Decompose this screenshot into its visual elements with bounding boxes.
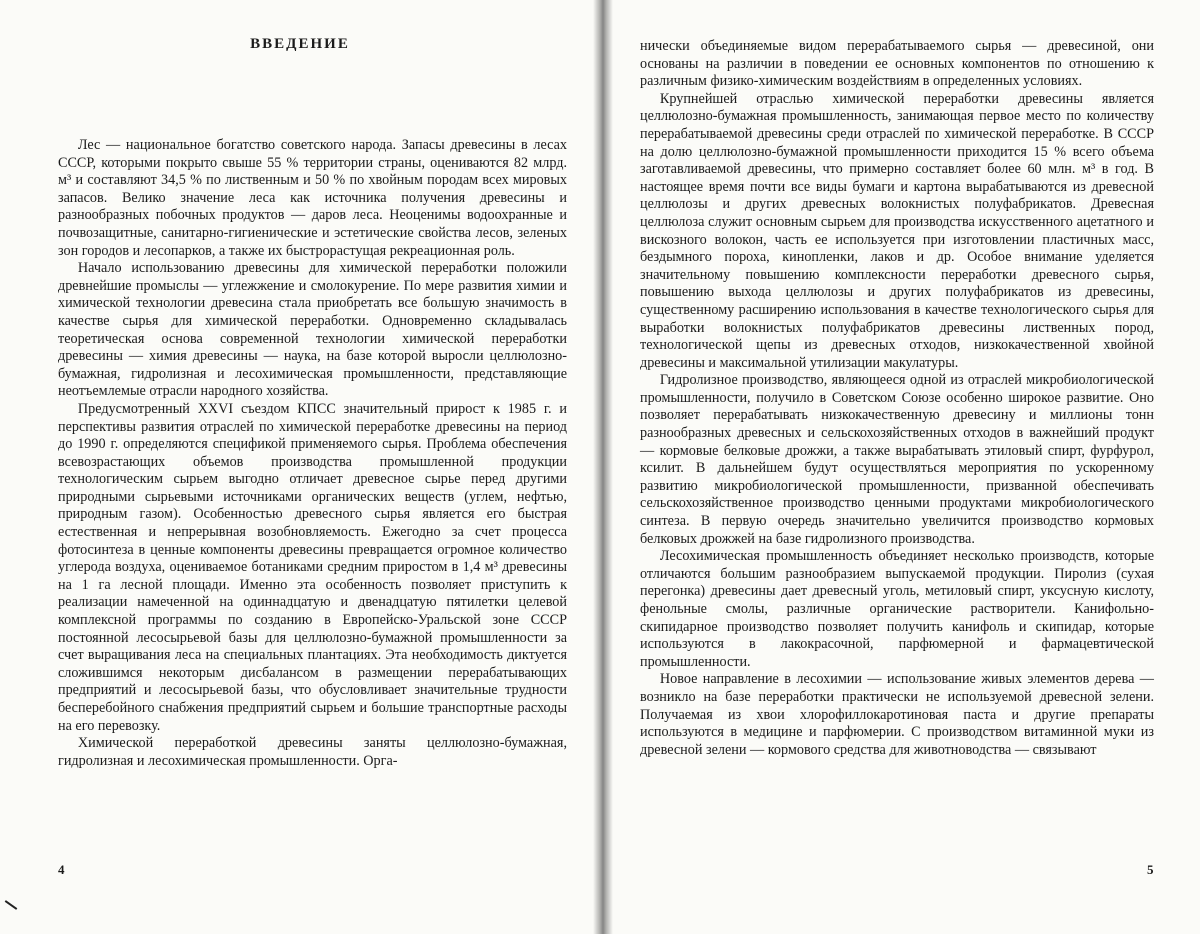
left-page-text [58, 137, 567, 770]
chapter-heading: ВВЕДЕНИЕ [250, 36, 350, 52]
paragraph: Предусмотренный XXVI съездом КПСС значительный прирост к 1985 г. и перспективы развития отраслей по химической переработке древесины на период до 1990 г. определяются спецификой применяемого сырья. Проблема обеспечения всевозрастающих объемов производства промышленной продукции технологическим сырьем выгодно отличает древесное сырье перед другими природными сырьевыми источниками органических веществ (углем, нефтью, природным газом). Особенностью древесного сырья является его быстрая естественная и непрерывная возобновляемость. Ежегодно за счет процесса фотосинтеза в ценные компоненты древесины превращается огромное количество углерода воздуха, оцениваемое ботаниками средним приростом в 1,4 м³ древесины на 1 га лесной площади. Именно эта особенность позволяет приступить к реализации намеченной на одиннадцатую и двенадцатую пятилетки целевой комплексной программы по созданию в Европейско-Уральской зоне СССР постоянной лесосырьевой базы для целлюлозно-бумажной промышленности за счет выращивания леса на специальных плантациях. Эта необходимость диктуется сложившимся некоторым дисбалансом в размещении перерабатывающих предприятий и лесосырьевой базы, что обусловливает значительные трудности бесперебойного снабжения предприятий сырьем и большие транспортные расходы на его перевозку. [58, 400, 567, 734]
right-page-text [640, 38, 1154, 759]
paragraph: Гидролизное производство, являющееся одной из отраслей микробиологической промышленности, получило в Советском Союзе особенно широкое развитие. Оно позволяет перерабатывать низкокачественную древесину и миллионы тонн разнообразных древесных и сельскохозяйственных отходов в важнейший продукт — кормовые белковые дрожжи, а также вырабатывать этиловый спирт, фурфурол, ксилит. В дальнейшем будут осуществляться мероприятия по ускоренному развитию микробиологической промышленности, призванной обеспечивать сельскохозяйственное производство ценными продуктами микробиологического синтеза. В первую очередь значительно увеличится производство кормовых белковых дрожжей на базе гидролизного производства. [640, 372, 1154, 547]
paragraph: Химической переработкой древесины заняты целлюлозно-бумажная, гидролизная и лесохимическая промышленности. Орга- [58, 735, 567, 769]
paragraph: Лесохимическая промышленность объединяет несколько производств, которые отличаются большим разнообразием выпускаемой продукции. Пиролиз (сухая перегонка) древесины дает древесный уголь, метиловый спирт, уксусную кислоту, фенольные смолы, различные органические растворители. Канифольно-скипидарное производство позволяет получить канифоль и скипидар, которые используются в лакокрасочной, парфюмерной и фармацевтической промышленности. [640, 548, 1154, 670]
paragraph: Лес — национальное богатство советского народа. Запасы древесины в лесах СССР, которыми покрыто свыше 55 % территории страны, оцениваются 82 млрд. м³ и составляют 34,5 % по лиственным и 50 % по хвойным породам всех мировых запасов. Велико значение леса как источника получения древесины и разнообразных побочных продуктов — даров леса. Неоценимы водоохранные и почвозащитные, санитарно-гигиенические и эстетические свойства лесов, зеленых зон городов и лесопарков, а также их быстрорастущая рекреационная роль. [58, 137, 567, 259]
right-page [600, 0, 1200, 934]
page-number: 5 [1147, 862, 1154, 877]
paragraph-continuation: нически объединяемые видом перерабатываемого сырья — древесиной, они основаны на различии в поведении ее основных компонентов по отношению к различным физико-химическим воздействиям в определенных условиях. [640, 38, 1154, 90]
paragraph: Крупнейшей отраслью химической переработки древесины является целлюлозно-бумажная промышленность, занимающая первое место по количеству перерабатываемой древесины среди отраслей по химической переработке. В СССР на долю целлюлозно-бумажной промышленности приходится 15 % всего объема заготавливаемой древесины, что примерно составляет более 60 млн. м³ в год. В настоящее время почти все виды бумаги и картона вырабатываются из древесной целлюлозы и других древесных волокнистых полуфабрикатов. Древесная целлюлоза служит основным сырьем для производства искусственного ацетатного и вискозного волокон, часть ее используется при изготовлении пластичных масс, бездымного пороха, кинопленки, лаков и др. Особое внимание уделяется значительному повышению комплексности переработки древесного сырья, повышению выхода целлюлозы и других полуфабрикатов из древесины, существенному расширению использования в качестве технологического сырья для выработки волокнистых полуфабрикатов древесины лиственных пород, технологической щепы из древесных отходов, низкокачественной хвойной древесины и максимальной утилизации макулатуры. [640, 90, 1154, 371]
scan-mark [5, 900, 18, 910]
paragraph: Новое направление в лесохимии — использование живых элементов дерева — возникло на базе переработки практически не используемой древесной зелени. Получаемая из хвои хлорофиллокаротиновая паста и другие препараты используются в медицине и парфюмерии. С производством витаминной муки из древесной зелени — кормового средства для животноводства — связывают [640, 671, 1154, 758]
page-number: 4 [58, 862, 65, 877]
paragraph: Начало использованию древесины для химической переработки положили древнейшие промыслы — углежжение и смолокурение. По мере развития химии и химической технологии древесина стала приобретать все большую значимость в качестве сырья для химической переработки. Одновременно складывалась теоретическая основа современной технологии химической переработки древесины — химия древесины — наука, на базе которой выросли целлюлозно-бумажная, гидролизная и лесохимическая промышленности, представляющие неотъемлемые отрасли народного хозяйства. [58, 260, 567, 400]
